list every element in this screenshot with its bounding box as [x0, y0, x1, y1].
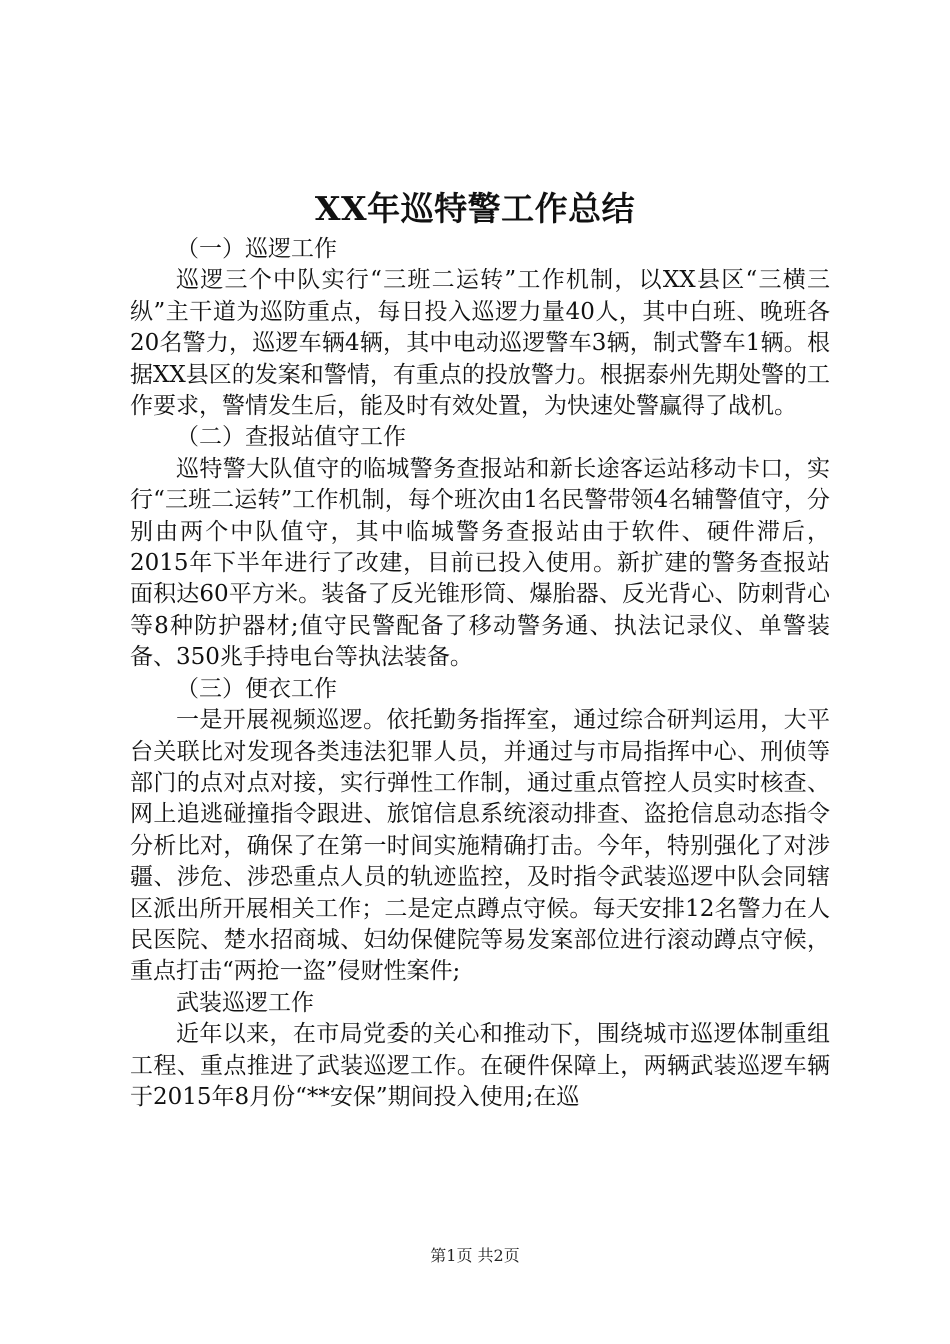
document-body	[130, 234, 830, 1113]
document-title: XX年巡特警工作总结	[314, 189, 636, 228]
paragraph-patrol: 巡逻三个中队实行“三班二运转”工作机制，以XX县区“三横三纵”主干道为巡防重点，每日投入巡逻力量40人，其中白班、晚班各20名警力，巡逻车辆4辆，其中电动巡逻警车3辆，制式警车1辆。根据XX县区的发案和警情，有重点的投放警力。根据泰州先期处警的工作要求，警情发生后，能及时有效处置，为快速处警赢得了战机。	[130, 267, 830, 420]
section-heading-checkpoint: （二）查报站值守工作	[176, 424, 406, 451]
section-heading-plainclothes: （三）便衣工作	[176, 675, 337, 702]
page-footer: 第1页 共2页	[430, 1246, 520, 1265]
section-heading-patrol: （一）巡逻工作	[176, 236, 337, 262]
section-heading-armed-patrol: 武装巡逻工作	[176, 989, 314, 1016]
paragraph-plainclothes: 一是开展视频巡逻。依托勤务指挥室，通过综合研判运用，大平台关联比对发现各类违法犯罪人员，并通过与市局指挥中心、刑侦等部门的点对点对接，实行弹性工作制，通过重点管控人员实时核查、网上追逃碰撞指令跟进、旅馆信息系统滚动排查、盗抢信息动态指令分析比对，确保了在第一时间实施精确打击。今年，特别强化了对涉疆、涉危、涉恐重点人员的轨迹监控，及时指令武装巡逻中队会同辖区派出所开展相关工作；二是定点蹲点守候。每天安排12名警力在人民医院、楚水招商城、妇幼保健院等易发案部位进行滚动蹲点守候，重点打击“两抢一盗”侵财性案件;	[130, 707, 830, 985]
paragraph-armed-patrol: 近年以来，在市局党委的关心和推动下，围绕城市巡逻体制重组工程、重点推进了武装巡逻工作。在硬件保障上，两辆武装巡逻车辆于2015年8月份“**安保”期间投入使用;在巡	[130, 1021, 830, 1110]
paragraph-checkpoint: 巡特警大队值守的临城警务查报站和新长途客运站移动卡口，实行“三班二运转”工作机制，每个班次由1名民警带领4名辅警值守，分别由两个中队值守，其中临城警务查报站由于软件、硬件滞后，2015年下半年进行了改建，目前已投入使用。新扩建的警务查报站面积达60平方米。装备了反光锥形筒、爆胎器、反光背心、防刺背心等8种防护器材;值守民警配备了移动警务通、执法记录仪、单警装备、350兆手持电台等执法装备。	[130, 455, 830, 671]
